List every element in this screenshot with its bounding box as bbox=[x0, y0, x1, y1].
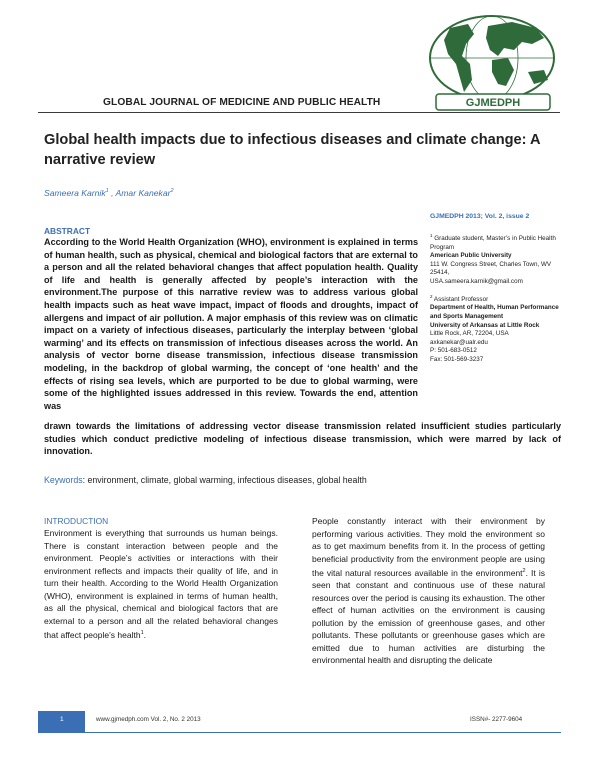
logo-text: GJMEDPH bbox=[465, 97, 521, 109]
logo-continent-australia bbox=[528, 70, 548, 84]
affiliation-1-email[interactable]: USA.sameera.karnik@gmail.com bbox=[430, 278, 523, 286]
article-title: Global health impacts due to infectious diseases and climate change: A narrative review bbox=[44, 132, 541, 168]
intro-col1-text: Environment is everything that surrounds us human beings. There is constant interaction between people and the environment. People’s activities or interactions with their environment reflects and impacts their quality of life, and in turn their health. According to the World Health Organization (WHO), environment is explained in terms of human health, as all the physical, chemical and biological factors that are external to a person and all the related behavioral changes that affect people’s health bbox=[44, 528, 278, 640]
journal-name: GLOBAL JOURNAL OF MEDICINE AND PUBLIC HEALTH bbox=[103, 97, 381, 108]
header-rule bbox=[38, 112, 560, 113]
abstract-body-continued: drawn towards the limitations of addressing vector disease transmission related insufficient studies particularly studies which conduct predictive modeling of infectious disease transmission, which were marred by lack of innovation. bbox=[44, 421, 561, 457]
author-1: Sameera Karnik bbox=[44, 188, 106, 198]
affiliation-1-org: American Public University bbox=[430, 252, 512, 260]
abstract-body: According to the World Health Organization (WHO), environment is explained in terms of human health, such as physical, chemical and biological factors that are external to a person and all the related behavioral changes that affect population health. Quality of life and health is generally affected by people’s interaction with the environment.The purpose of this narrative review was to address various global health impacts such as heat wave impact, impact of floods and droughts, impact of allergens and impact of air pollution. A major emphasis of this review was on climatic impact on a variety of infectious diseases, particularly the interplay between ‘global warming’ and its effects on transmission of infectious diseases across the world. An analysis of vector borne disease transmission, infectious disease transmission modeling, in the backdrop of global warming, the concept of ‘one health’ and the effects of rising sea levels, which are purported to be due to global warming, were some of the highlighted issues addressed in this review. Towards the end, attention was bbox=[44, 237, 418, 411]
affiliation-2-address: Little Rock, AR, 72204, USA bbox=[430, 330, 509, 338]
affiliation-2-sup: 2 bbox=[430, 293, 433, 299]
intro-col2-sup: 2 bbox=[522, 568, 526, 574]
affiliation-1-role: Graduate student, Master’s in Public Health Program bbox=[430, 235, 556, 251]
affiliation-1-address: 111 W. Congress Street, Charles Town, WV 25414, bbox=[430, 260, 552, 277]
affiliation-2-role: Assistant Professor bbox=[433, 295, 489, 303]
intro-column-1 bbox=[44, 527, 278, 641]
footer-rule bbox=[85, 732, 561, 733]
intro-col1-end: . bbox=[143, 629, 147, 640]
keywords bbox=[44, 475, 367, 485]
author-1-sup: 1 bbox=[105, 188, 109, 195]
affiliations bbox=[430, 232, 560, 371]
intro-col1-sup: 1 bbox=[140, 630, 144, 636]
journal-logo bbox=[428, 14, 562, 112]
logo-continent-africa bbox=[492, 58, 514, 86]
author-separator: , bbox=[108, 188, 116, 198]
affiliation-1-sup: 1 bbox=[430, 233, 433, 238]
author-2-sup: 2 bbox=[170, 188, 174, 195]
affiliation-2-phone: P: 501-683-0512 bbox=[430, 347, 477, 355]
footer-issn: ISSN#- 2277-9604 bbox=[470, 716, 523, 723]
affiliation-2-fax: Fax: 501-569-3237 bbox=[430, 355, 484, 363]
citation-line: GJMEDPH 2013; Vol. 2, issue 2 bbox=[430, 213, 530, 220]
affiliation-2 bbox=[430, 293, 560, 365]
affiliation-2-email[interactable]: axkanekar@ualr.edu bbox=[430, 338, 488, 346]
keywords-list: : environment, climate, global warming, infectious diseases, global health bbox=[82, 475, 367, 485]
author-line bbox=[44, 188, 174, 198]
affiliation-1 bbox=[430, 232, 560, 287]
intro-column-2 bbox=[312, 515, 545, 667]
abstract-heading: ABSTRACT bbox=[44, 226, 91, 236]
intro-col2-text-b: . It is seen that constant and continuous use of these natural resources over the period is causing its exhaustion. The other effect of human activities on the environment is causing pollution by the emission of greenhouse gases, and other pollutants. These pollutants or greenhouse gases which are emitted due to human activities are disturbing the environmental health and disrupting the delicate bbox=[312, 567, 545, 666]
footer-url[interactable]: www.gjmedph.com Vol. 2, No. 2 2013 bbox=[96, 716, 201, 723]
affiliation-2-dept: Department of Health, Human Performance and Sports Management bbox=[430, 304, 559, 320]
intro-col2-text-a: People constantly interact with their environment by performing various activities. They mold the environment so as to get maximum benefits from it. In the process of getting beneficial productivity from the environment people are using the vital natural resources available in the environment bbox=[312, 516, 545, 578]
page-number: 1 bbox=[60, 716, 64, 723]
affiliation-2-univ: University of Arkansas at Little Rock bbox=[430, 321, 540, 329]
keywords-label: Keywords bbox=[44, 475, 83, 485]
author-2: Amar Kanekar bbox=[115, 188, 171, 198]
introduction-heading: INTRODUCTION bbox=[44, 516, 109, 526]
